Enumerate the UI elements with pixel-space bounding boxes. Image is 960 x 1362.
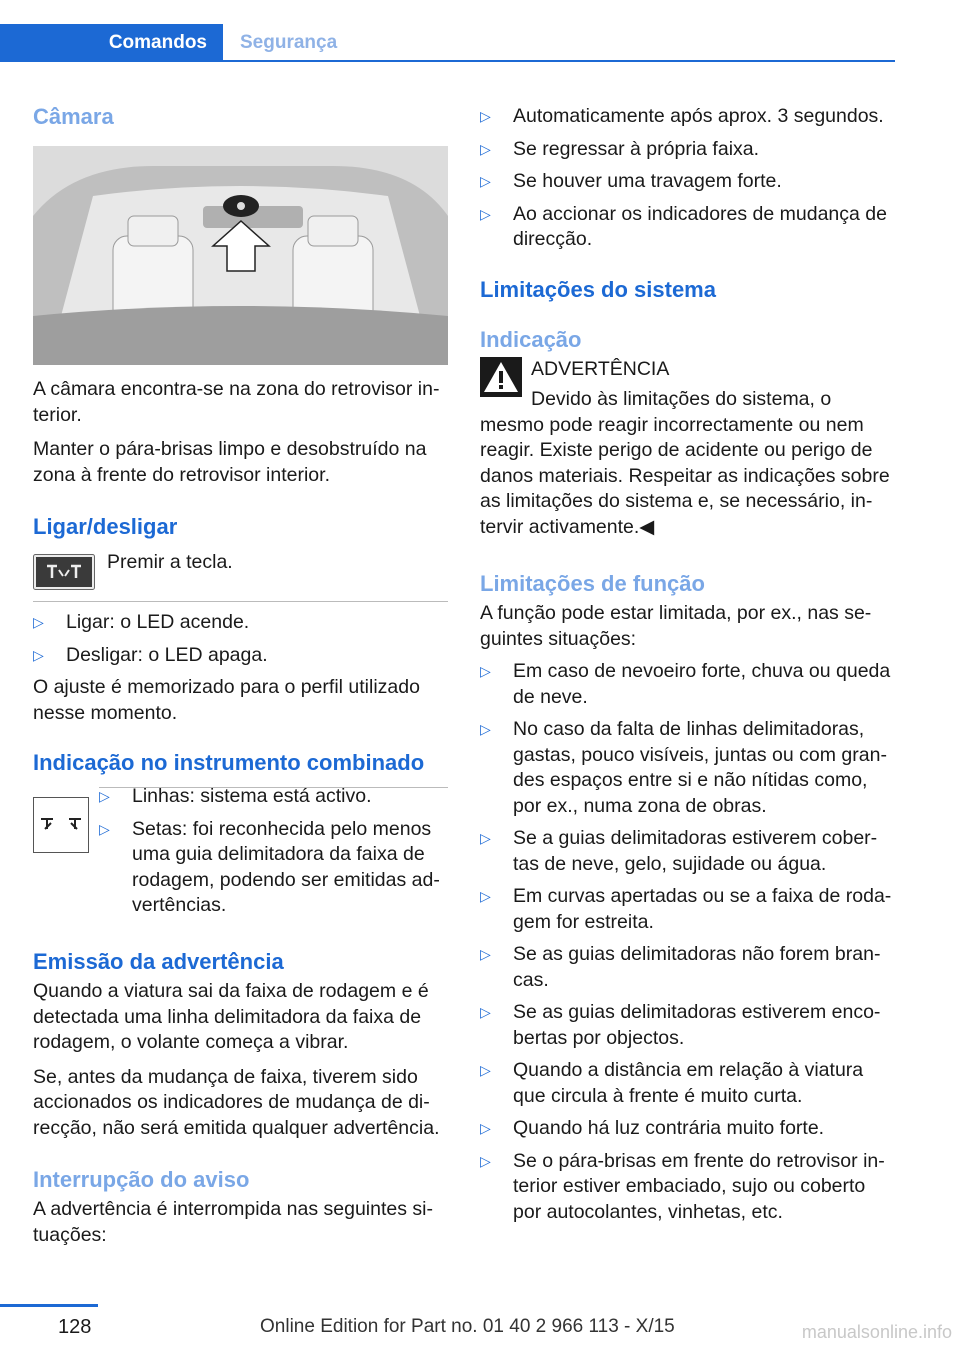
warning-paragraph-1: Quando a viatura sai da faixa de rodagem e é detectada uma linha delimitadora da faixa de rodagem, o volante começa a vibrar. xyxy=(33,980,429,1053)
warning-heading: Emissão da advertência xyxy=(33,949,284,974)
list-item: ▷ Quando a distância em relação à viatura que circula à frente é muito curta. xyxy=(480,1059,864,1107)
bullet-triangle-icon: ▷ xyxy=(480,108,491,124)
onoff-instruction: Premir a tecla. xyxy=(107,551,233,573)
left-column xyxy=(33,96,448,1248)
bullet-triangle-icon: ▷ xyxy=(480,140,491,157)
list-item: ▷ Se regressar à própria faixa. xyxy=(480,137,895,163)
function-limits-list xyxy=(480,659,895,1225)
interrupt-heading: Interrupção do aviso xyxy=(33,1167,250,1192)
list-item: ▷ Se a guias delimitadoras estiverem cober-tas de neve, gelo, sujidade ou água. xyxy=(480,827,878,875)
onoff-note: O ajuste é memorizado para o perfil utilizado nesse momento. xyxy=(33,676,420,724)
right-column xyxy=(480,104,895,1225)
camera-heading: Câmara xyxy=(33,104,114,129)
tab-comandos[interactable]: Comandos xyxy=(0,24,223,62)
bullet-triangle-icon: ▷ xyxy=(480,888,491,904)
display-block xyxy=(33,787,448,937)
camera-paragraph-2: Manter o pára-brisas limpo e desobstruído na zona à frente do retrovisor interior. xyxy=(33,438,427,486)
header-tabs xyxy=(0,24,895,62)
bullet-triangle-icon: ▷ xyxy=(33,614,44,630)
watermark: manualsonline.info xyxy=(801,1322,952,1342)
warning-paragraph-2: Se, antes da mudança de faixa, tiverem sido accionados os indicadores de mudança de di-recção, não será emitida qualquer advertência. xyxy=(33,1065,440,1139)
list-item: ▷ Se as guias delimitadoras não forem bran-cas. xyxy=(480,943,881,991)
bullet-triangle-icon: ▷ xyxy=(99,788,110,804)
warning-text: Devido às limitações do sistema, o mesmo pode reagir incorrectamente ou nem reagir. Existe perigo de acidente ou perigo de danos materiais. Respeitar as indicações sobre as limitações do sistema e, se necessário, in-tervir activamente.◀ xyxy=(480,388,890,538)
warning-label: ADVERTÊNCIA xyxy=(531,357,670,380)
bullet-triangle-icon: ▷ xyxy=(480,205,491,222)
tab-seguranca[interactable]: Segurança xyxy=(240,32,338,53)
list-item: ▷ Se as guias delimitadoras estiverem enco-bertas por objectos. xyxy=(480,1001,881,1049)
lane-warning-key-icon xyxy=(33,554,95,590)
bullet-triangle-icon: ▷ xyxy=(480,1062,491,1078)
list-item: ▷ Se o pára-brisas em frente do retrovisor in-terior estiver embaciado, sujo ou coberto por autocolantes, vinhetas, etc. xyxy=(480,1149,885,1223)
bullet-triangle-icon: ▷ xyxy=(480,946,491,962)
function-limits-intro: A função pode estar limitada, por ex., nas se-guintes situações: xyxy=(480,602,872,650)
list-item: ▷ Quando há luz contrária muito forte. xyxy=(480,1116,895,1142)
bullet-triangle-icon: ▷ xyxy=(480,830,491,846)
list-item: ▷ Automaticamente após aprox. 3 segundos. xyxy=(480,104,895,130)
list-item: ▷ Se houver uma travagem forte. xyxy=(480,169,895,195)
bullet-triangle-icon: ▷ xyxy=(480,721,491,737)
page-number: 128 xyxy=(58,1316,92,1338)
limits-heading: Limitações do sistema xyxy=(480,276,716,302)
list-item: ▷ No caso da falta de linhas delimitadoras, gastas, pouco visíveis, juntas ou com gran-des espaços entre si e não nítidas como, por ex., numa zona de obras. xyxy=(480,718,887,817)
bullet-triangle-icon: ▷ xyxy=(33,646,44,663)
bullet-triangle-icon: ▷ xyxy=(480,1120,491,1136)
list-item: ▷ Desligar: o LED apaga. xyxy=(33,643,448,669)
footer-accent-line xyxy=(0,1304,98,1307)
bullet-triangle-icon: ▷ xyxy=(480,1152,491,1169)
list-item: ▷ Setas: foi reconhecida pelo menos uma guia delimitadora da faixa de rodagem, podendo ser emitidas ad-vertências. xyxy=(99,817,440,916)
header-divider xyxy=(0,60,895,62)
lane-lines-icon xyxy=(33,797,89,853)
warning-triangle-icon xyxy=(480,357,522,397)
bullet-triangle-icon: ▷ xyxy=(99,820,110,837)
edition-note: Online Edition for Part no. 01 40 2 966 113 - X/15 xyxy=(260,1316,675,1337)
interrupt-paragraph: A advertência é interrompida nas seguintes si-tuações: xyxy=(33,1198,433,1246)
display-list xyxy=(99,787,448,919)
function-limits-heading: Limitações de função xyxy=(480,571,705,596)
bullet-triangle-icon: ▷ xyxy=(480,173,491,189)
indication-heading: Indicação xyxy=(480,326,582,352)
list-item: ▷ Ao accionar os indicadores de mudança de direcção. xyxy=(480,202,887,250)
warning-label-row xyxy=(480,357,895,383)
bullet-triangle-icon: ▷ xyxy=(480,663,491,679)
camera-paragraph-1: A câmara encontra-se na zona do retrovisor in-terior. xyxy=(33,378,440,426)
list-item: ▷ Em caso de nevoeiro forte, chuva ou queda de neve. xyxy=(480,660,891,708)
bullet-triangle-icon: ▷ xyxy=(480,1004,491,1020)
onoff-list xyxy=(33,601,448,668)
interrupt-list xyxy=(480,104,895,253)
list-item: ▷ Linhas: sistema está activo. xyxy=(99,784,448,810)
display-heading: Indicação no instrumento combinado xyxy=(33,750,425,775)
list-item: ▷ Ligar: o LED acende. xyxy=(33,610,448,636)
camera-location-image xyxy=(33,146,448,365)
list-item: ▷ Em curvas apertadas ou se a faixa de roda-gem for estreita. xyxy=(480,885,892,933)
onoff-key-row xyxy=(33,551,448,594)
onoff-heading: Ligar/desligar xyxy=(33,514,178,539)
warning-box xyxy=(480,357,895,541)
